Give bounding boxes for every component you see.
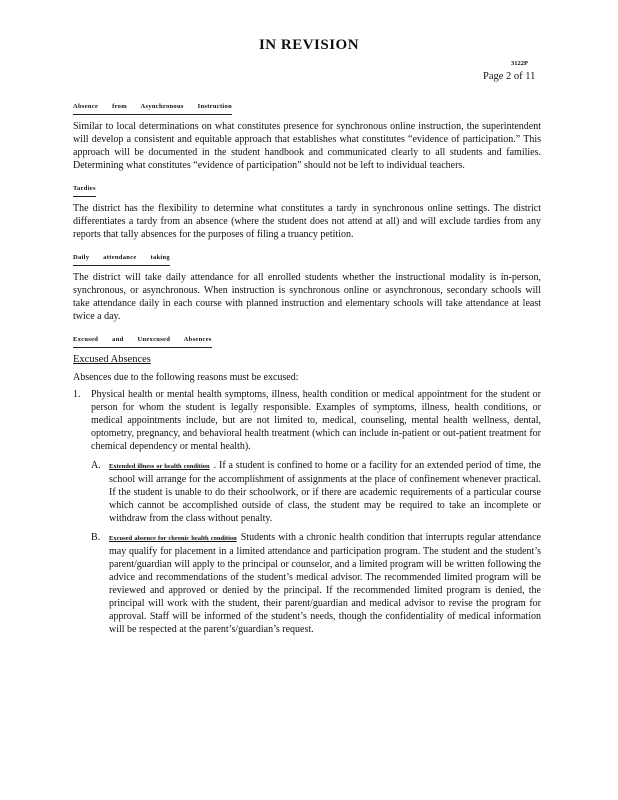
section-heading: Daily attendance taking bbox=[73, 251, 170, 266]
subsection-heading: Excused Absences bbox=[73, 354, 151, 365]
sub-item-letter: B. bbox=[91, 532, 101, 543]
item-number: 1. bbox=[73, 389, 81, 400]
sub-item-heading: Extended illness or health condition bbox=[109, 463, 210, 470]
section-daily-attendance bbox=[73, 250, 541, 323]
section-paragraph: Similar to local determinations on what constitutes presence for synchronous online instruction, the superintendent will develop a consistent and equitable approach that establishes what constitutes “evidence of participation.” This approach will be documented in the student handbook and communicated clearly to all students and families. Determining what constitutes “evidence of participation” should not be left to individual teachers. bbox=[73, 121, 541, 171]
section-excused bbox=[73, 332, 541, 636]
document-body bbox=[73, 99, 541, 636]
reason-list bbox=[73, 388, 541, 636]
intro-text: Absences due to the following reasons must be excused: bbox=[73, 372, 299, 383]
section-heading: Tardies bbox=[73, 182, 96, 197]
sub-item bbox=[91, 459, 541, 525]
sub-item bbox=[91, 531, 541, 636]
sub-item-text: Students with a chronic health condition that interrupts regular attendance may qualify for placement in a limited attendance and participation program. The student and the student’s parent/guardian will apply to the principal or counselor, and a limited program will be written following the advice and recommendations of the student’s medical advisor. The recommended limited program will be reviewed and approved or denied by the principal. If the recommended limited program is denied, the principal will work with the student, their parent/guardian and medical advisor to revise the program for approval. Staff will be informed of the student’s needs, though the confidentiality of medical information will be respected at the parent’s/guardian’s request. bbox=[109, 532, 541, 635]
item-text: Physical health or mental health symptoms, illness, health condition or medical appointment for the student or person for whom the student is legally responsible. Examples of symptoms, illness, health conditions, or medical appointments include, but are not limited to, medical, counseling, mental health wellness, dental, optometry, pregnancy, and behavioral health treatment (which can include in-patient or out-patient treatment for chemical dependency or mental health). bbox=[91, 389, 541, 452]
page-title: IN REVISION bbox=[258, 37, 360, 53]
section-heading: Excused and Unexcused Absences bbox=[73, 333, 212, 348]
policy-code: 3122P bbox=[511, 60, 528, 67]
sub-item-text: . If a student is confined to home or a facility for an extended period of time, the school will arrange for the accomplishment of assignments at the place of confinement whenever practical. If the student is unable to do their schoolwork, or if there are academic requirements of a particular course which cannot be accomplished outside of class, the student may be required to take an incomplete or withdraw from the class without penalty. bbox=[109, 460, 541, 524]
section-paragraph: The district has the flexibility to determine what constitutes a tardy in synchronous online settings. The district differentiates a tardy from an absence (where the student does not attend at all) and will exclude tardies from any reports that tally absences for the purposes of filing a truancy petition. bbox=[73, 203, 541, 240]
section-paragraph: The district will take daily attendance for all enrolled students whether the instructional modality is in-person, synchronous, or asynchronous. When instruction is synchronous online or asynchronous, secondary schools will take attendance daily in each course with planned instruction and elementary schools will take attendance at least twice a day. bbox=[73, 272, 541, 322]
page-number: Page 2 of 11 bbox=[483, 71, 536, 82]
list-item bbox=[73, 388, 541, 636]
section-tardies bbox=[73, 181, 541, 241]
section-heading: Absence from Asynchronous Instruction bbox=[73, 100, 232, 115]
sub-item-heading: Excused absence for chronic health condition bbox=[109, 535, 237, 542]
sub-item-letter: A. bbox=[91, 460, 101, 471]
section-asynchronous bbox=[73, 99, 541, 172]
